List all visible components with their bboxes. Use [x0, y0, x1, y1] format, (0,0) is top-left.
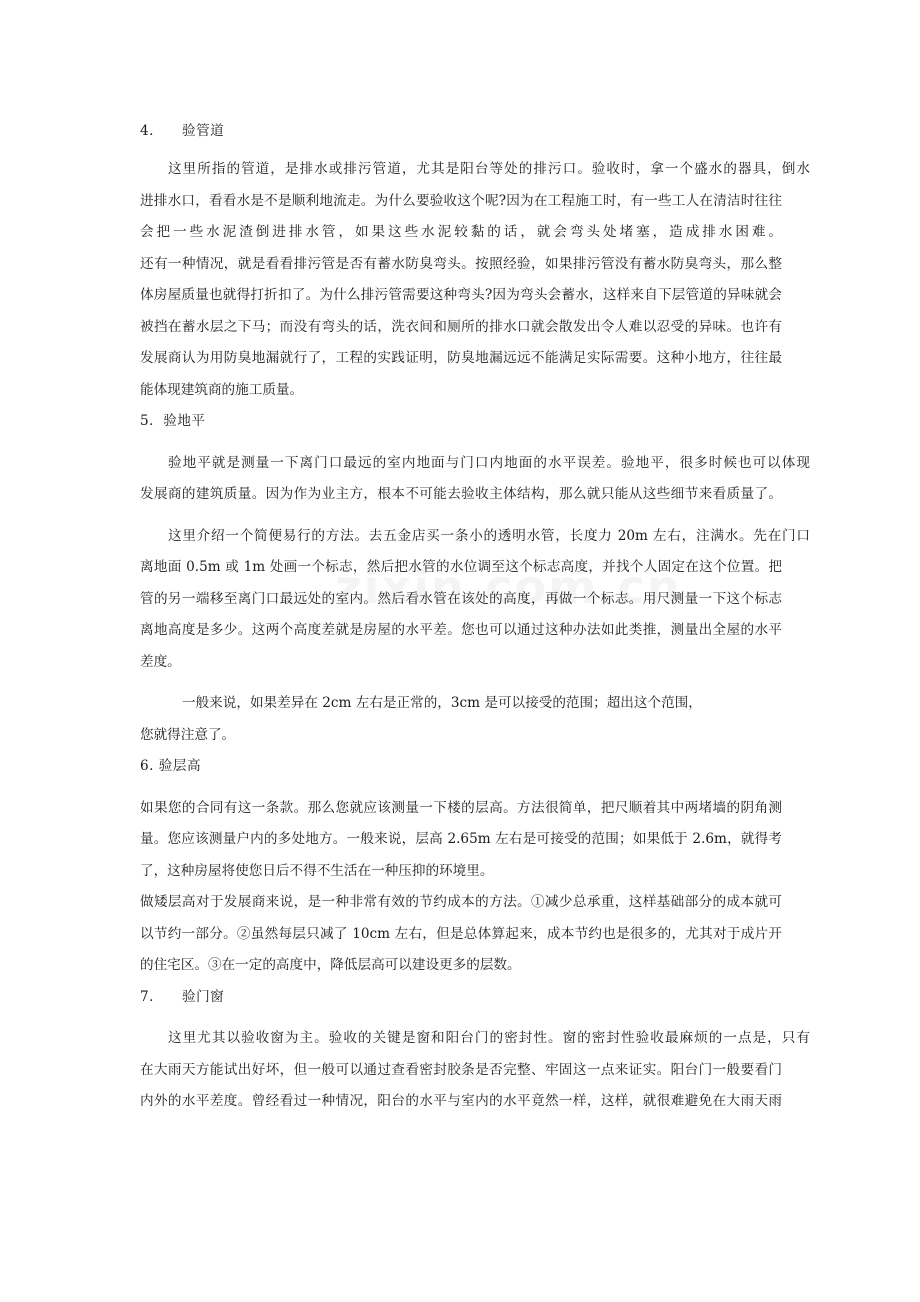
paragraph-line: 这里尤其以验收窗为主。验收的关键是窗和阳台门的密封性。窗的密封性验收最麻烦的一点是，只有 [168, 1030, 810, 1046]
paragraph-line: 能体现建筑商的施工质量。 [140, 381, 304, 398]
section-6-heading: 6. 验层高 [140, 758, 202, 774]
paragraph-line: 以节约一部分。②虽然每层只减了 10cm 左右，但是总体算起来，成本节约也是很多的，尤其对于成片开 [140, 925, 782, 942]
paragraph-line: 做矮层高对于发展商来说，是一种非常有效的节约成本的方法。①减少总承重，这样基础部分的成本就可 [140, 894, 782, 910]
document-page [140, 118, 810, 1118]
section-title: 验门窗 [182, 988, 225, 1005]
paragraph-line: 这里所指的管道，是排水或排污管道，尤其是阳台等处的排污口。验收时，拿一个盛水的器具，倒水 [168, 161, 810, 177]
paragraph-line: 离地面 0.5m 或 1m 处画一个标志，然后把水管的水位调至这个标志高度，并找个人固定在这个位置。把 [140, 559, 782, 575]
paragraph-line: 会把一些水泥渣倒进排水管，如果这些水泥较黏的话，就会弯头处堵塞，造成排水困难。 [140, 224, 782, 240]
section-number: 4. [140, 123, 154, 139]
paragraph-line: 在大雨天方能试出好坏，但一般可以通过查看密封胶条是否完整、牢固这一点来证实。阳台门一般要看门 [140, 1061, 782, 1078]
paragraph-line: 了，这种房屋将使您日后不得不生活在一种压抑的环境里。 [140, 862, 494, 879]
paragraph-line: 被挡在蓄水层之下马；而没有弯头的话，洗衣间和厕所的排水口就会散发出令人难以忍受的异味。也许有 [140, 318, 782, 335]
section-7-heading [140, 982, 782, 1014]
paragraph-line: 如果您的合同有这一条款。那么您就应该测量一下楼的层高。方法很简单，把尺顺着其中两堵墙的阴角测 [140, 799, 782, 816]
paragraph-line: 验地平就是测量一下离门口最远的室内地面与门口内地面的水平误差。验地平，很多时候也可以体现 [168, 454, 810, 471]
paragraph-line: 管的另一端移至离门口最远处的室内。然后看水管在该处的高度，再做一个标志。用尺测量一下这个标志 [140, 590, 782, 607]
paragraph-line: 这里介绍一个简便易行的方法。去五金店买一条小的透明水管，长度力 20m 左右，注满水。先在门口 [168, 527, 810, 544]
paragraph-line: 体房屋质量也就得打折扣了。为什么排污管需要这种弯头?因为弯头会蓄水，这样来自下层管道的异味就会 [140, 287, 782, 303]
paragraph-line: 量。您应该测量户内的多处地方。一般来说，层高 2.65m 左右是可接受的范围；如果低于 2.6m，就得考 [140, 831, 782, 847]
paragraph-line: 发展商的建筑质量。因为作为业主方，根本不可能去验收主体结构，那么就只能从这些细节来看质量了。 [140, 486, 782, 502]
paragraph-line: 差度。 [140, 653, 181, 670]
section-5-heading: 5．验地平 [140, 413, 206, 429]
section-4-heading [140, 118, 782, 144]
paragraph-line: 一般来说，如果差异在 2cm 左右是正常的，3cm 是可以接受的范围；超出这个范围， [182, 695, 702, 711]
paragraph-line: 内外的水平差度。曾经看过一种情况，阳台的水平与室内的水平竟然一样，这样，就很难避免在大雨天雨 [140, 1093, 782, 1109]
section-number: 7. [140, 988, 154, 1005]
paragraph-line: 还有一种情况，就是看看排污管是否有蓄水防臭弯头。按照经验，如果排污管没有蓄水防臭弯头，那么整 [140, 255, 782, 272]
paragraph-line: 进排水口，看看水是不是顺利地流走。为什么要验收这个呢?因为在工程施工时，有一些工人在清洁时往往 [140, 192, 782, 209]
paragraph-line: 您就得注意了。 [140, 726, 236, 743]
section-title: 验管道 [182, 123, 225, 139]
paragraph-line: 的住宅区。③在一定的高度中，降低层高可以建设更多的层数。 [140, 957, 521, 973]
paragraph-line: 发展商认为用防臭地漏就行了，工程的实践证明，防臭地漏远远不能满足实际需要。这种小地方，往往最 [140, 350, 782, 366]
paragraph-line: 离地高度是多少。这两个高度差就是房屋的水平差。您也可以通过这种办法如此类推，测量出全屋的水平 [140, 622, 782, 638]
